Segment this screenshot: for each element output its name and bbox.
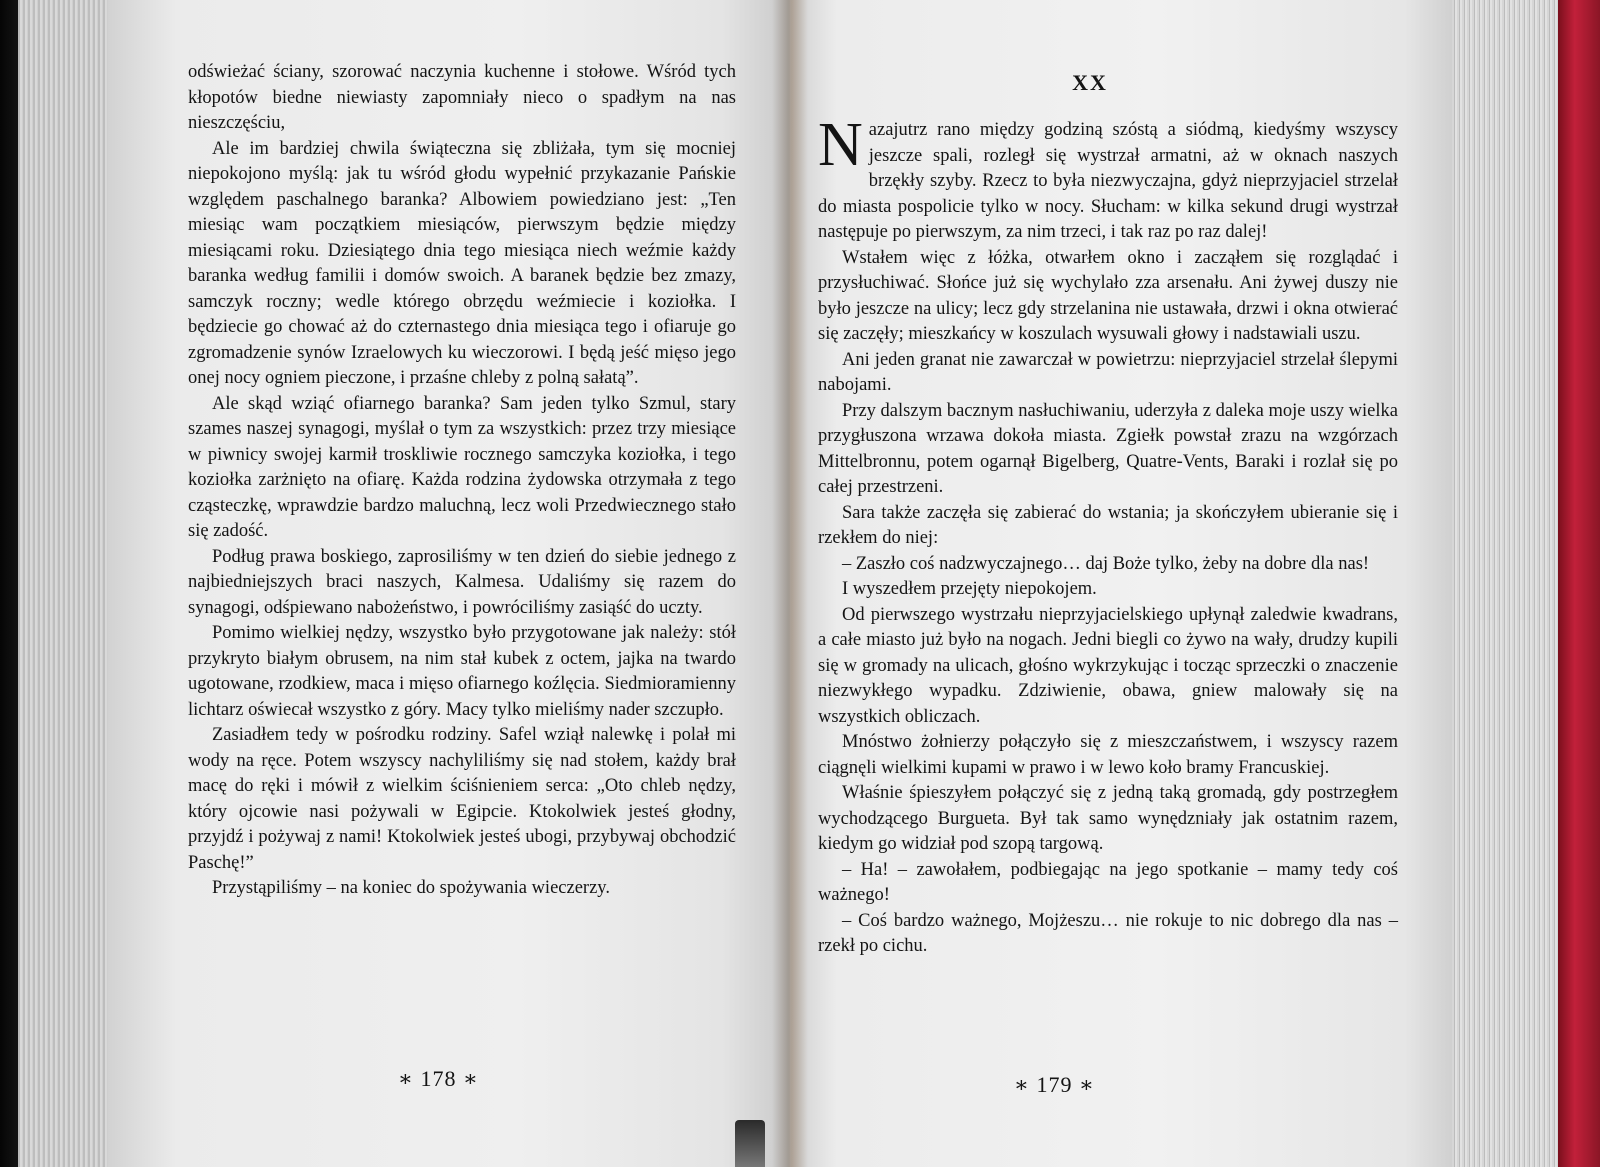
paragraph: Wstałem więc z łóżka, otwarłem okno i zacząłem się rozglądać i przysłuchiwać. Słońce już się wychylało zza arsenału. Ani żywej duszy nie było jeszcze na ulicy; lecz gdy strzelanina nie ustawała, drzwi i okna otwierać się zaczęły; mieszkańcy w koszulach wysuwali głowy i nadstawiali uszu. <box>818 247 1398 344</box>
paragraph: – Coś bardzo ważnego, Mojżeszu… nie rokuje to nic dobrego dla nas – rzekł po cichu. <box>818 910 1398 956</box>
paragraph: Sara także zaczęła się zabierać do wstania; ja skończyłem ubieranie się i rzekłem do niej: <box>818 502 1398 548</box>
book-gutter <box>772 0 808 1167</box>
paragraph: I wyszedłem przejęty niepokojem. <box>842 579 1097 599</box>
paragraph: Ale im bardziej chwila świąteczna się zbliżała, tym się mocniej niepokojono myślą: jak tu wśród głodu wypełnić przykazanie Pańskie względem paschalnego baranka? Albowiem powiedziano jest: „Ten miesiąc wam początkiem miesiąców, pierwszym będzie między miesiącami roku. Dziesiątego dnia tego miesiąca niech weźmie każdy baranka według familii i domów swoich. A baranek będzie bez zmazy, samczyk roczny; wedle którego obrzędu weźmiecie i koziołka. I będziecie go chować aż do czternastego dnia miesiąca tego i ofiaruje go zgromadzenie synów Izraelowych ku wieczorowi. I będą jeść mięso jego onej nocy ogniem pieczone, i przaśne chleby z polną sałatą”. <box>188 138 736 388</box>
paragraph: Przy dalszym bacznym nasłuchiwaniu, uderzyła z daleka moje uszy wielka przygłuszona wrzawa dokoła miasta. Zgiełk powstał zrazu na wzgórzach Mittelbronnu, potem ogarnął Bigelberg, Quatre-Vents, Baraki i rozlał się po całej przestrzeni. <box>818 400 1398 497</box>
paragraph: Zasiadłem tedy w pośrodku rodziny. Safel wziął nalewkę i polał mi wody na ręce. Potem wszyscy nachyliliśmy się nad stołem, każdy brał macę do ręki i mówił z wielkim ściśnieniem serca: „Oto chleb nędzy, który ojcowie nasi pożywali w Egipcie. Ktokolwiek jesteś głodny, przyjdź i pożywaj z nami! Ktokolwiek jesteś ubogi, przybywaj obchodzić Paschę!” <box>188 725 736 873</box>
page-number-right: ∗ 179 ∗ <box>1014 1072 1095 1097</box>
paragraph: – Zaszło coś nadzwyczajnego… daj Boże tylko, żeby na dobre dla nas! <box>842 553 1370 574</box>
paragraph: Ani jeden granat nie zawarczał w powietrzu: nieprzyjaciel strzelał ślepymi nabojami. <box>818 349 1398 395</box>
page-edges-left <box>18 0 114 1167</box>
paragraph: Podług prawa boskiego, zaprosiliśmy w ten dzień do siebie jednego z najbiedniejszych braci naszych, Kalmesa. Udaliśmy się razem do synagogi, odśpiewano nabożeństwo, i powróciliśmy zasiąść do uczty. <box>188 546 736 618</box>
page-edges-right <box>1452 0 1560 1167</box>
left-page-text <box>188 60 736 902</box>
paragraph-text: azajutrz rano między godziną szóstą a siódmą, kiedyśmy wszyscy jeszcze spali, rozległ się wystrzał armatni, aż w oknach naszych brzękły szyby. Rzecz to była niezwyczajna, gdyż nieprzyjaciel strzelał do miasta pospolicie tylko w nocy. Słucham: w kilka sekund drugi wystrzał następuje po pierwszym, za nim trzeci, i tak raz po raz dalej! <box>818 120 1398 242</box>
left-page <box>108 0 790 1167</box>
paragraph: Od pierwszego wystrzału nieprzyjacielskiego upłynął zaledwie kwadrans, a całe miasto już było na nogach. Jedni biegli co żywo na wały, drudzy kupili się w gromady na ulicach, głośno wykrzykując i tocząc sprzeczki o znaczenie niezwykłego wypadku. Zdziwienie, obawa, gniew malowały się na wszystkich obliczach. <box>818 604 1398 727</box>
right-page <box>790 0 1458 1167</box>
chapter-title: XX <box>1072 70 1108 95</box>
paragraph: Ale skąd wziąć ofiarnego baranka? Sam jeden tylko Szmul, stary szames naszej synagogi, myślał o tym za wszystkich: przez trzy miesiące w piwnicy swojej karmił troskliwie rocznego samczyka koziołka, i tego koziołka zarżnięto na ofiarę. Każda rodzina żydowska otrzymała z tego cząsteczkę, wprawdzie bardzo maluchną, lecz woli Przedwiecznego stało się zadość. <box>188 393 736 541</box>
drop-cap: N <box>818 111 863 179</box>
paragraph: Mnóstwo żołnierzy połączyło się z mieszczaństwem, i wszyscy razem ciągnęli wielkimi kupami w prawo i w lewo koło bramy Francuskiej. <box>818 732 1398 778</box>
book-cover-right <box>1558 0 1600 1167</box>
paragraph <box>818 111 1398 246</box>
paragraph: – Ha! – zawołałem, podbiegając na jego spotkanie – mamy tedy coś ważnego! <box>818 859 1398 905</box>
page-number-left: ∗ 178 ∗ <box>398 1066 479 1091</box>
paragraph: odświeżać ściany, szorować naczynia kuchenne i stołowe. Wśród tych kłopotów biedne niewiasty zapomniały nieco o spadłym na nas nieszczęściu, <box>188 62 736 133</box>
right-page-text <box>818 111 1398 960</box>
bookmark-clip <box>735 1120 765 1167</box>
paragraph: Pomimo wielkiej nędzy, wszystko było przygotowane jak należy: stół przykryto białym obrusem, na nim stał kubek z octem, jajka na twardo ugotowane, rzodkiew, maca i mięso ofiarnego koźlęcia. Siedmioramienny lichtarz oświecał wszystko z góry. Macy tylko mieliśmy nader szczupło. <box>188 623 736 720</box>
paragraph: Właśnie śpieszyłem połączyć się z jedną taką gromadą, gdy postrzegłem wychodzącego Burgueta. Był tak samo wynędzniały jak ostatnim razem, kiedym go widział pod szopą targową. <box>818 783 1398 854</box>
paragraph: Przystąpiliśmy – na koniec do spożywania wieczerzy. <box>212 878 610 898</box>
